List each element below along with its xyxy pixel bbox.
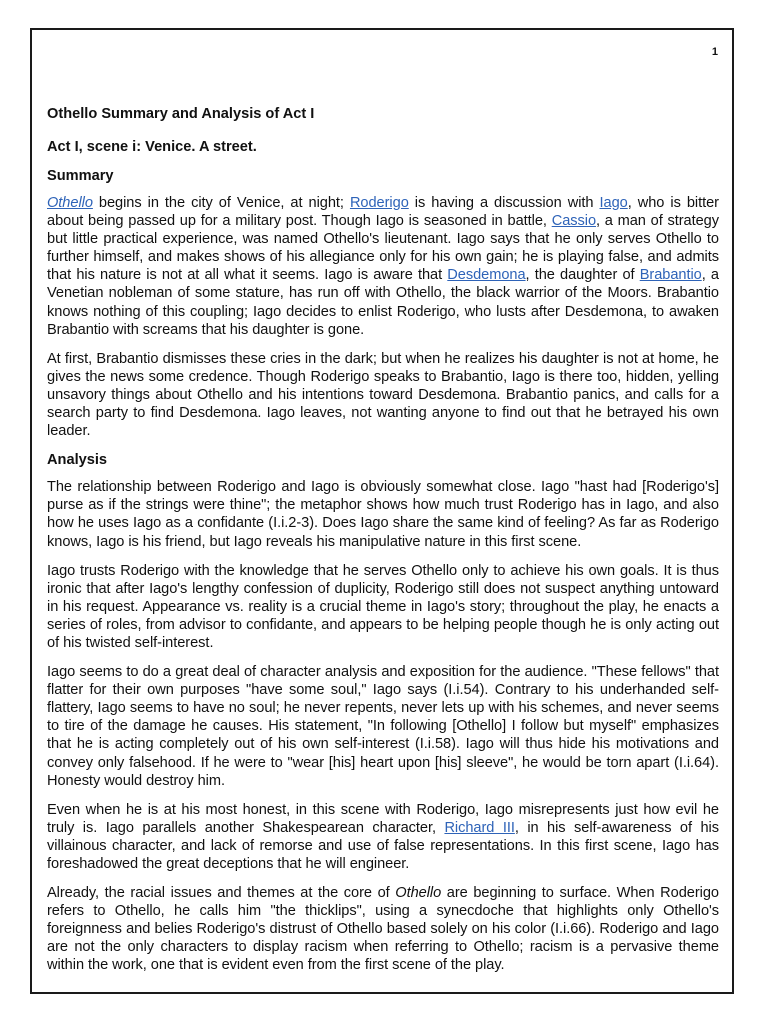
italic-text: Othello bbox=[395, 885, 442, 902]
text-run: , who is bitter about being passed up for a military post. Though Iago is seasoned in battle, bbox=[47, 195, 724, 230]
paragraph bbox=[47, 194, 724, 339]
document-page bbox=[30, 28, 734, 994]
text-run: Iago seems to do a great deal of character analysis and exposition for the audience. "These fellows" that flatter for their own purposes "have some soul," Iago says (I.i.54). Contrary to his underhanded self-flattery, Iago seems to have no soul; he never repents, never lets up with his schemes, and never seems to tire of the damage he causes. His statement, "In following [Othello] I follow but myself" emphasizes that he is acting completely out of his own self-interest (I.i.58). Iago will thus hide his motivations and convey only falsehood. If he were to "wear [his] heart upon [his] sleeve", he would be torn apart (I.i.64). Honesty would destroy him. bbox=[47, 664, 724, 789]
document-title: Othello Summary and Analysis of Act I bbox=[47, 106, 315, 122]
text-run: , a Venetian nobleman of some stature, has run off with Othello, the black warrior of the Moors. Brabantio knows nothing of this coupling; Iago decides to enlist Roderigo, who lusts after Desdemona, to awaken Brabantio with screams that his daughter is gone. bbox=[47, 267, 724, 338]
paragraph bbox=[47, 884, 724, 974]
text-run: Iago trusts Roderigo with the knowledge that he serves Othello only to achieve his own goals. It is thus ironic that after Iago's lengthy confession of duplicity, Roderigo still does not suspect anything untoward in his request. Appearance vs. reality is a crucial theme in Iago's story; throughout the play, he enacts a series of roles, from advisor to confidante, and appears to be helping people though he is only acting out of his twisted self-interest. bbox=[47, 562, 724, 651]
text-run: The relationship between Roderigo and Iago is obviously somewhat close. Iago "hast had [Roderigo's] purse as if the strings were thine"; the metaphor shows how much trust Roderigo has in Iago, and also how he uses Iago as a confidante (I.i.2-3). Does Iago share the same kind of feeling? As far as Roderigo knows, Iago is his friend, but Iago reveals his manipulative nature in this first scene. bbox=[47, 479, 724, 550]
link-othello[interactable]: Othello bbox=[47, 195, 93, 211]
text-run: , in his self-awareness of his villainous character, and lack of remorse and use of false representations. In this first scene, Iago has foreshadowed the great deceptions that he will engineer. bbox=[47, 819, 724, 872]
text-run: At first, Brabantio dismisses these cries in the dark; but when he realizes his daughter is not at home, he gives the news some credence. Though Roderigo speaks to Brabantio, Iago is there too, hidden, yelling unsavory things about Othello and his intentions toward Desdemona. Brabantio panics, and calls for a search party to find Desdemona. Iago leaves, not wanting anyone to find out that he betrayed his own leader. bbox=[47, 350, 724, 440]
link-desdemona[interactable]: Desdemona bbox=[447, 267, 526, 284]
text-run: Even when he is at his most honest, in this scene with Roderigo, Iago misrepresents just how evil he truly is. Iago parallels another Shakespearean character, bbox=[47, 801, 724, 836]
link-roderigo[interactable]: Roderigo bbox=[349, 195, 409, 211]
paragraph bbox=[47, 562, 724, 652]
summary-heading: Summary bbox=[47, 168, 114, 184]
text-run: is having a discussion with bbox=[408, 195, 600, 211]
page-number: 1 bbox=[711, 46, 718, 58]
paragraph bbox=[47, 663, 724, 790]
text-run: , a man of strategy but little practical experience, was named Othello's lieutenant. Iago says that he only serves Othello to further himself, and makes shows of his allegiance only for his own gain; he is playing false, and admits that his nature is not at all what it seems. Iago is aware that bbox=[47, 213, 724, 284]
link-cassio[interactable]: Cassio bbox=[551, 213, 597, 230]
paragraph bbox=[47, 478, 724, 550]
scene-heading: Act I, scene i: Venice. A street. bbox=[47, 139, 257, 155]
document-body bbox=[47, 105, 724, 986]
text-run: , the daughter of bbox=[525, 267, 640, 284]
text-run: are beginning to surface. When Roderigo refers to Othello, he calls him "the thicklips", using a synecdoche that highlights only Othello's foreignness and belies Roderigo's distrust of Othello based solely on his color (I.i.66). Roderigo and Iago are not the only characters to display racism when referring to Othello; racism is a pervasive theme within the work, one that is evident even from the first scene of the play. bbox=[47, 885, 724, 974]
link-brabantio[interactable]: Brabantio bbox=[639, 267, 702, 284]
text-run: begins in the city of Venice, at night; bbox=[92, 195, 350, 211]
paragraph bbox=[47, 801, 724, 873]
link-richard-iii[interactable]: Richard III bbox=[444, 819, 515, 836]
analysis-heading: Analysis bbox=[47, 452, 108, 469]
text-run: Already, the racial issues and themes at the core of bbox=[47, 885, 396, 902]
paragraph bbox=[47, 350, 724, 440]
link-iago[interactable]: Iago bbox=[599, 195, 628, 211]
